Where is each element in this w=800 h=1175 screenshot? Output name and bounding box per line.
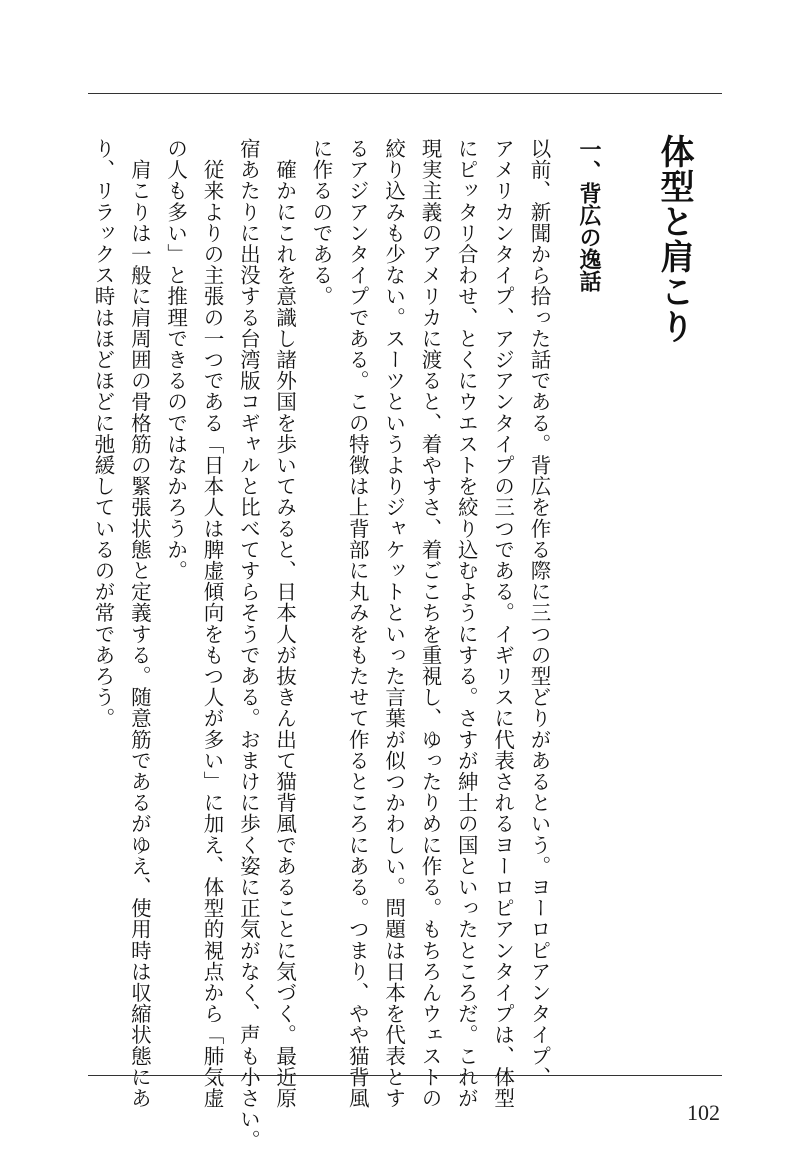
page-number: 102 xyxy=(687,1100,720,1125)
text-column: 絞り込みも少ない。スーツというよりジャケットといった言葉が似つかわしい。問題は日本を代表とす xyxy=(381,138,406,1109)
text-column: 確かにこれを意識し諸外国を歩いてみると、日本人が抜きん出て猫背風であることに気づく。最近原 xyxy=(272,138,297,1109)
text-column: 宿あたりに出没する台湾版コギャルと比べてすらそうである。おまけに歩く姿に正気がなく、声も小さい。 xyxy=(236,138,261,1151)
chapter-title: 体型と肩こり xyxy=(654,134,694,344)
text-column: 以前、新聞から拾った話である。背広を作る際に三つの型どりがあるという。ヨーロピアンタイプ、 xyxy=(526,138,551,1088)
text-column: るアジアンタイプである。この特徴は上背部に丸みをもたせて作るところにある。つまり、やや猫背風 xyxy=(345,138,370,1109)
text-column: の人も多い」と推理できるのではなかろうか。 xyxy=(163,138,188,582)
section-heading: 一、背広の逸話 xyxy=(576,138,601,292)
bottom-rule xyxy=(88,1075,722,1076)
text-column: にピッタリ合わせ、とくにウエストを絞り込むようにする。さすが紳士の国といったところだ。これが xyxy=(454,138,479,1109)
text-column: に作るのである。 xyxy=(308,138,333,307)
text-column: り、リラックス時はほどほどに弛緩しているのが常であろう。 xyxy=(91,138,115,729)
text-column: 肩こりは一般に肩周囲の骨格筋の緊張状態と定義する。随意筋であるがゆえ、使用時は収縮状態にあ xyxy=(127,138,152,1109)
text-column: アメリカンタイプ、アジアンタイプの三つである。イギリスに代表されるヨーロピアンタイプは、体型 xyxy=(490,138,515,1109)
body-text xyxy=(88,138,554,1151)
text-column: 現実主義のアメリカに渡ると、着やすさ、着ごこちを重視し、ゆったりめに作る。もちろんウェストの xyxy=(417,138,442,1109)
text-column: 従来よりの主張の一つである「日本人は脾虚傾向をもつ人が多い」に加え、体型的視点から「肺気虚 xyxy=(199,138,224,1109)
top-rule xyxy=(88,93,722,94)
